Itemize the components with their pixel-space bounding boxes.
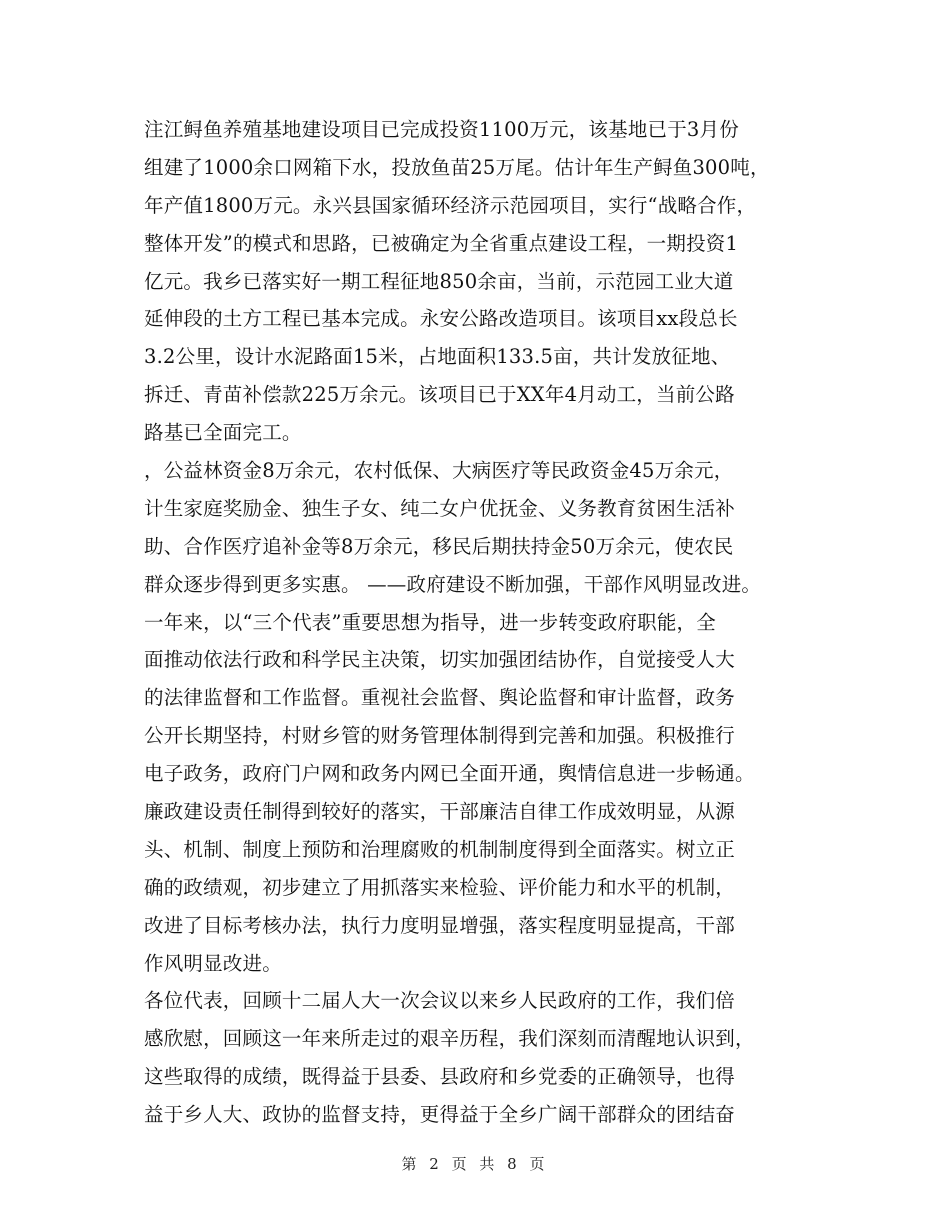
text-line: 廉政建设责任制得到较好的落实，干部廉洁自律工作成效明显，从源	[144, 800, 736, 824]
text-line: 亿元。我乡已落实好一期工程征地850余亩，当前，示范园工业大道	[144, 269, 734, 293]
text-line: 一年来，以“三个代表”重要思想为指导，进一步转变政府职能，全	[144, 610, 716, 634]
text-line: 这些取得的成绩，既得益于县委、县政府和乡党委的正确领导，也得	[144, 1065, 736, 1089]
text-line: 年产值1800万元。永兴县国家循环经济示范园项目，实行“战略合作，	[144, 193, 757, 217]
text-line: 头、机制、制度上预防和治理腐败的机制制度得到全面落实。树立正	[144, 837, 736, 861]
text-line: 延伸段的土方工程已基本完成。永安公路改造项目。该项目xx段总长	[144, 307, 738, 331]
text-line: 计生家庭奖励金、独生子女、纯二女户优抚金、义务教育贫困生活补	[144, 496, 736, 520]
text-line: 路基已全面完工。	[144, 421, 302, 445]
text-line: 组建了1000余口网箱下水，投放鱼苗25万尾。估计年生产鲟鱼300吨，	[144, 155, 770, 179]
text-line: 电子政务，政府门户网和政务内网已全面开通，舆情信息进一步畅通。	[144, 762, 755, 786]
text-line: 整体开发”的模式和思路，已被确定为全省重点建设工程，一期投资1	[144, 231, 739, 255]
text-line: 作风明显改进。	[144, 951, 282, 975]
text-line: ，公益林资金8万余元，农村低保、大病医疗等民政资金45万余元，	[144, 459, 734, 483]
text-line: 面推动依法行政和科学民主决策，切实加强团结协作，自觉接受人大	[144, 648, 736, 672]
text-line: 的法律监督和工作监督。重视社会监督、舆论监督和审计监督，政务	[144, 686, 736, 710]
page-footer: 第 2 页 共 8 页	[401, 1155, 549, 1173]
text-line: 改进了目标考核办法，执行力度明显增强，落实程度明显提高，干部	[144, 913, 736, 937]
text-line: 注江鲟鱼养殖基地建设项目已完成投资1100万元，该基地已于3月份	[144, 118, 739, 141]
body-text	[144, 111, 824, 1134]
text-line: 确的政绩观，初步建立了用抓落实来检验、评价能力和水平的机制，	[144, 875, 736, 899]
text-line: 感欣慰，回顾这一年来所走过的艰辛历程，我们深刻而清醒地认识到，	[144, 1027, 755, 1051]
text-line: 群众逐步得到更多实惠。 ——政府建设不断加强，干部作风明显改进。	[144, 572, 762, 596]
text-line: 各位代表，回顾十二届人大一次会议以来乡人民政府的工作，我们倍	[144, 989, 736, 1013]
text-line: 公开长期坚持，村财乡管的财务管理体制得到完善和加强。积极推行	[144, 724, 736, 748]
text-line: 3.2公里，设计水泥路面15米，占地面积133.5亩，共计发放征地、	[144, 345, 731, 369]
text-line: 助、合作医疗追补金等8万余元，移民后期扶持金50万余元，使农民	[144, 534, 734, 558]
text-line: 益于乡人大、政协的监督支持，更得益于全乡广阔干部群众的团结奋	[144, 1103, 736, 1127]
text-line: 拆迁、青苗补偿款225万余元。该项目已于XX年4月动工，当前公路	[144, 383, 735, 407]
